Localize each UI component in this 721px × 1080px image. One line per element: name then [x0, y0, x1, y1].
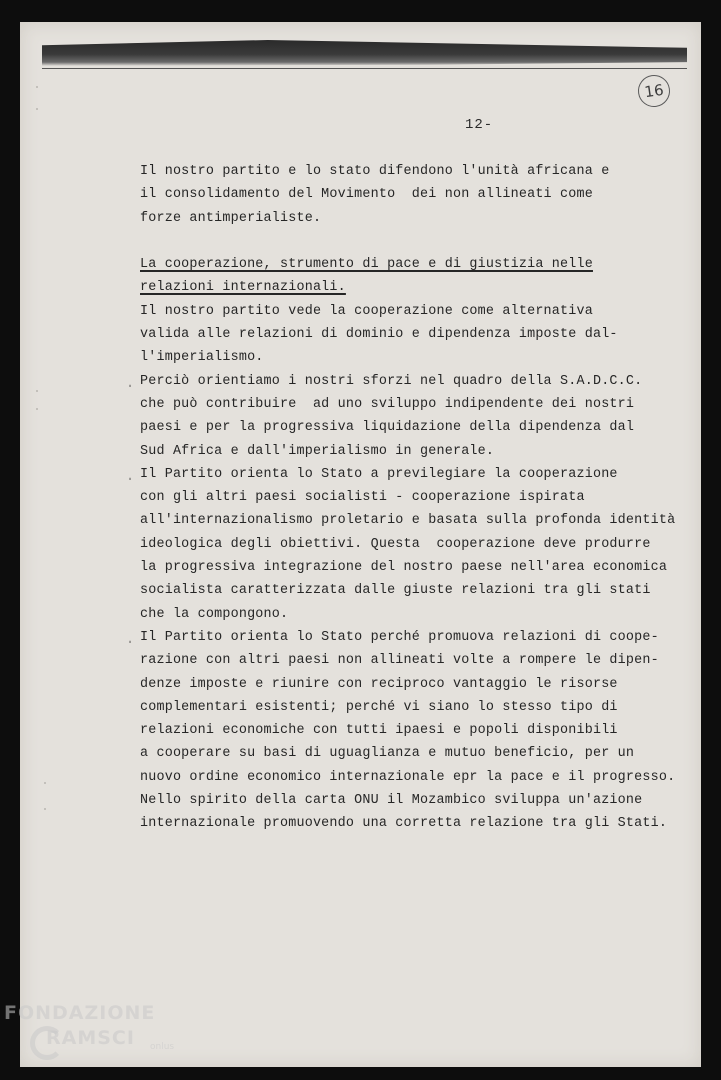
- text-line: [140, 673, 685, 696]
- section-heading: relazioni internazionali.: [140, 280, 346, 296]
- paragraph-gap: [140, 230, 685, 253]
- text-line: [126, 626, 685, 649]
- text-line: [140, 183, 685, 206]
- text-line: [140, 276, 685, 299]
- text-line-content: all'internazionalismo proletario e basata sulla profonda identità: [140, 513, 676, 529]
- text-line-content: a cooperare su basi di uguaglianza e mutuo beneficio, per un: [140, 746, 635, 762]
- text-line-content: forze antimperialiste.: [140, 210, 322, 226]
- text-line-content: Nello spirito della carta ONU il Mozambico sviluppa un'azione: [140, 793, 643, 809]
- text-line-content: paesi e per la progressiva liquidazione della dipendenza dal: [140, 420, 635, 436]
- edge-mark: [44, 782, 46, 784]
- text-line-content: nuovo ordine economico internazionale epr la pace e il progresso.: [140, 769, 676, 785]
- text-line: [140, 533, 685, 556]
- text-line-content: l'imperialismo.: [140, 350, 264, 366]
- text-line: [140, 649, 685, 672]
- text-line: [140, 579, 685, 602]
- scan-edge-line: [42, 68, 687, 69]
- text-line: [140, 300, 685, 323]
- text-line: [140, 160, 685, 183]
- text-line-content: complementari esistenti; perché vi siano lo stesso tipo di: [140, 699, 618, 715]
- text-line-content: che la compongono.: [140, 606, 289, 622]
- text-line: [140, 486, 685, 509]
- text-line: [126, 463, 685, 486]
- text-line: [126, 370, 685, 393]
- edge-mark: [36, 108, 38, 110]
- edge-mark: [36, 408, 38, 410]
- text-line-content: che può contribuire ad uno sviluppo indipendente dei nostri: [140, 396, 635, 412]
- text-line: [140, 207, 685, 230]
- document-page: [20, 22, 701, 1067]
- text-line-content: denze imposte e riunire con reciproco vantaggio le risorse: [140, 676, 618, 692]
- watermark-line-2: RAMSCI: [46, 1027, 135, 1049]
- edge-mark: [36, 390, 38, 392]
- text-line-content: Il Partito orienta lo Stato a previlegiare la cooperazione: [140, 466, 618, 482]
- text-line: [140, 346, 685, 369]
- text-line: [140, 440, 685, 463]
- text-line: [140, 789, 685, 812]
- text-line-content: la progressiva integrazione del nostro paese nell'area economica: [140, 560, 668, 576]
- text-line: [140, 393, 685, 416]
- margin-tick-mark: ˌ: [126, 373, 135, 389]
- section-heading: La cooperazione, strumento di pace e di giustizia nelle: [140, 257, 593, 273]
- margin-tick-mark: ˌ: [126, 629, 135, 645]
- watermark-suffix: onlus: [150, 1042, 175, 1052]
- edge-mark: [36, 86, 38, 88]
- text-line-content: internazionale promuovendo una corretta relazione tra gli Stati.: [140, 816, 668, 832]
- text-line-content: razione con altri paesi non allineati volte a rompere le dipen-: [140, 653, 659, 669]
- text-line: [140, 766, 685, 789]
- text-line-content: Sud Africa e dall'imperialismo in generale.: [140, 443, 495, 459]
- text-line: [140, 719, 685, 742]
- text-line: [140, 556, 685, 579]
- text-line: [140, 812, 685, 835]
- text-line-content: relazioni economiche con tutti ipaesi e popoli disponibili: [140, 723, 618, 739]
- text-line-content: Il nostro partito vede la cooperazione come alternativa: [140, 303, 593, 319]
- text-line: [140, 742, 685, 765]
- watermark-line-1: FONDAZIONE: [4, 1002, 156, 1024]
- text-line: [140, 253, 685, 276]
- text-line: [140, 696, 685, 719]
- text-line: [140, 416, 685, 439]
- archive-number-stamp: 16: [636, 73, 672, 109]
- text-line-content: Perciò orientiamo i nostri sforzi nel quadro della S.A.D.C.C.: [140, 373, 643, 389]
- margin-tick-mark: ˌ: [126, 466, 135, 482]
- text-line-content: Il nostro partito e lo stato difendono l'unità africana e: [140, 164, 610, 179]
- document-body: [126, 160, 685, 836]
- text-line-content: con gli altri paesi socialisti - cooperazione ispirata: [140, 490, 585, 506]
- text-line: [140, 509, 685, 532]
- page-number: 12-: [465, 117, 494, 133]
- text-line-content: il consolidamento del Movimento dei non allineati come: [140, 187, 593, 203]
- text-line-content: socialista caratterizzata dalle giuste relazioni tra gli stati: [140, 583, 651, 599]
- text-line: [140, 323, 685, 346]
- edge-mark: [44, 808, 46, 810]
- text-line-content: Il Partito orienta lo Stato perché promuova relazioni di coope-: [140, 629, 659, 645]
- text-line: [140, 603, 685, 626]
- fondazione-gramsci-watermark: [4, 1000, 189, 1080]
- scan-shadow-band: [42, 40, 687, 66]
- text-line-content: ideologica degli obiettivi. Questa cooperazione deve produrre: [140, 536, 651, 552]
- text-line-content: valida alle relazioni di dominio e dipendenza imposte dal-: [140, 327, 618, 343]
